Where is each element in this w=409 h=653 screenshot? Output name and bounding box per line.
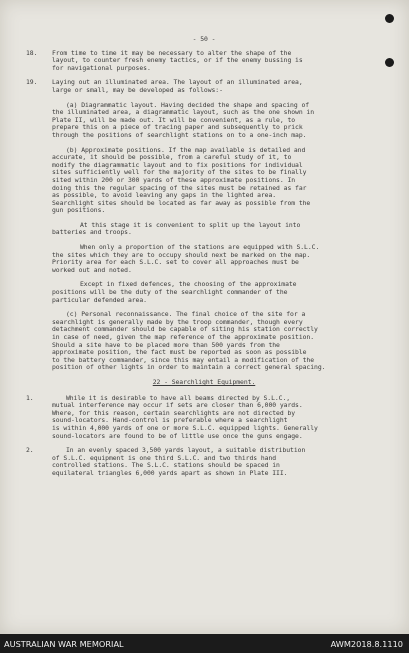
text-line: Except in fixed defences, the choosing of the approximate	[80, 281, 297, 289]
text-line: sound-locators are found to be of little use once the guns engage.	[52, 432, 303, 440]
paragraph-18	[26, 48, 374, 73]
paragraph-body	[52, 447, 374, 477]
text-line: to the battery commander, since this may entail a modification of the	[52, 356, 315, 364]
footer-bar	[0, 634, 409, 653]
paragraph-body	[52, 281, 374, 304]
text-line: equilateral triangles 6,000 yards apart as shown in Plate III.	[52, 469, 288, 477]
text-line: is within 4,000 yards of one or more S.L.C. equipped lights. Generally	[52, 424, 318, 432]
text-line: Priority area for each S.L.C. set to cover all approaches must be	[52, 259, 299, 267]
paragraph-2	[26, 446, 374, 477]
paragraph-batteries	[34, 222, 374, 237]
text-line: the illuminated area, a diagrammatic layout, such as the one shown in	[52, 109, 315, 117]
paragraph-body	[52, 244, 374, 274]
text-line: in case of need, given the map reference of the approximate position.	[52, 334, 315, 341]
text-line: as possible, to avoid leaving any gaps in the lighted area.	[52, 192, 277, 200]
text-line: doing this the regular spacing of the sites must be retained as far	[52, 184, 307, 192]
punch-hole	[385, 58, 394, 67]
text-line: At this stage it is convenient to split up the layout into	[80, 221, 301, 229]
text-line: Searchlight sites should be located as far away as possible from the	[52, 199, 311, 207]
text-line: While it is desirable to have all beams directed by S.L.C.,	[66, 394, 291, 402]
footer-collection-name: AUSTRALIAN WAR MEMORIAL	[4, 639, 124, 649]
subparagraph-c	[34, 311, 374, 372]
document-text	[26, 35, 374, 485]
text-line: large or small, may be developed as follows:-	[52, 86, 223, 94]
paragraph-body	[52, 222, 374, 237]
paragraph-body	[52, 102, 374, 140]
text-line: batteries and troops.	[52, 229, 132, 237]
paragraph-fixed-defences	[34, 281, 374, 304]
text-line: the sites which they are to occupy should next be marked on the map.	[52, 251, 311, 259]
text-line: Should a site have to be placed more than 500 yards from the	[52, 341, 280, 349]
paragraph-body	[52, 395, 374, 441]
section-heading: 22 - Searchlight Equipment.	[152, 377, 256, 386]
paragraph-1	[26, 393, 374, 441]
text-line: sites sufficiently well for the majority of the sites to be finally	[52, 169, 307, 177]
footer-accession-number: AWM2018.8.1110	[330, 639, 403, 649]
punch-hole	[385, 14, 394, 23]
text-line: worked out and noted.	[52, 266, 132, 274]
text-line: When only a proportion of the stations are equipped with S.L.C.	[80, 244, 320, 252]
text-line: (a) Diagrammatic layout. Having decided the shape and spacing of	[66, 101, 310, 109]
text-line: searchlight is generally made by the troop commander, though every	[52, 318, 303, 326]
text-line: From time to time it may be necessary to alter the shape of the	[52, 49, 292, 57]
paragraph-body	[52, 50, 374, 73]
subparagraph-a	[34, 102, 374, 140]
text-line: layout, to counter fresh enemy tactics, or if the enemy bussing is	[52, 57, 303, 65]
text-line: Plate II, will be made out. It will be convenient, as a rule, to	[52, 116, 296, 124]
paragraph-19	[26, 78, 374, 94]
text-line: positions will be the duty of the searchlight commander of the	[52, 289, 288, 297]
paragraph-body	[52, 79, 374, 94]
text-line: controlled stations. The S.L.C. stations should be spaced in	[52, 462, 280, 470]
paragraph-number: 2.	[26, 446, 34, 455]
text-line: approximate position, the fact must be reported as soon as possible	[52, 349, 307, 357]
paragraph-number: 19.	[26, 78, 38, 87]
text-line: Where, for this reason, certain searchlights are not directed by	[52, 409, 296, 417]
text-line: In an evenly spaced 3,500 yards layout, a suitable distribution	[66, 447, 306, 455]
text-line: mutual interference may occur if sets are closer than 6,000 yards.	[52, 402, 303, 410]
paragraph-slc-sites	[34, 244, 374, 274]
text-line: sound-locators. Hand-control is preferable where a searchlight	[52, 417, 288, 425]
text-line: particular defended area.	[52, 296, 147, 304]
text-line: detachment commander should be capable of siting his station correctly	[52, 326, 318, 334]
text-line: (b) Approximate positions. If the map available is detailed and	[66, 146, 306, 154]
paragraph-body	[52, 147, 374, 215]
text-line: modify the diagrammatic layout and to fix positions for individual	[52, 161, 303, 169]
text-line: position of other lights in order to maintain a correct general spacing.	[52, 364, 326, 372]
subparagraph-b	[34, 147, 374, 215]
text-line: sited within 200 or 300 yards of these approximate positions. In	[52, 176, 296, 184]
text-line: through the positions of searchlight stations on to a one-inch map.	[52, 131, 307, 139]
text-line: of S.L.C. equipment is one third S.L.C. and two thirds hand	[52, 454, 277, 462]
text-line: (c) Personal reconnaissance. The final choice of the site for a	[66, 311, 306, 319]
text-line: prepare this on a piece of tracing paper and subsequently to prick	[52, 124, 303, 132]
paragraph-body	[52, 311, 374, 372]
text-line: Laying out an illuminated area. The layout of an illuminated area,	[52, 79, 303, 87]
text-line: gun positions.	[52, 207, 106, 215]
text-line: accurate, it should be possible, from a careful study of it, to	[52, 154, 292, 162]
paragraph-number: 18.	[26, 48, 38, 57]
paragraph-number: 1.	[26, 393, 34, 402]
text-line: for navigational purposes.	[52, 64, 151, 72]
page-number: - 50 -	[192, 35, 216, 43]
